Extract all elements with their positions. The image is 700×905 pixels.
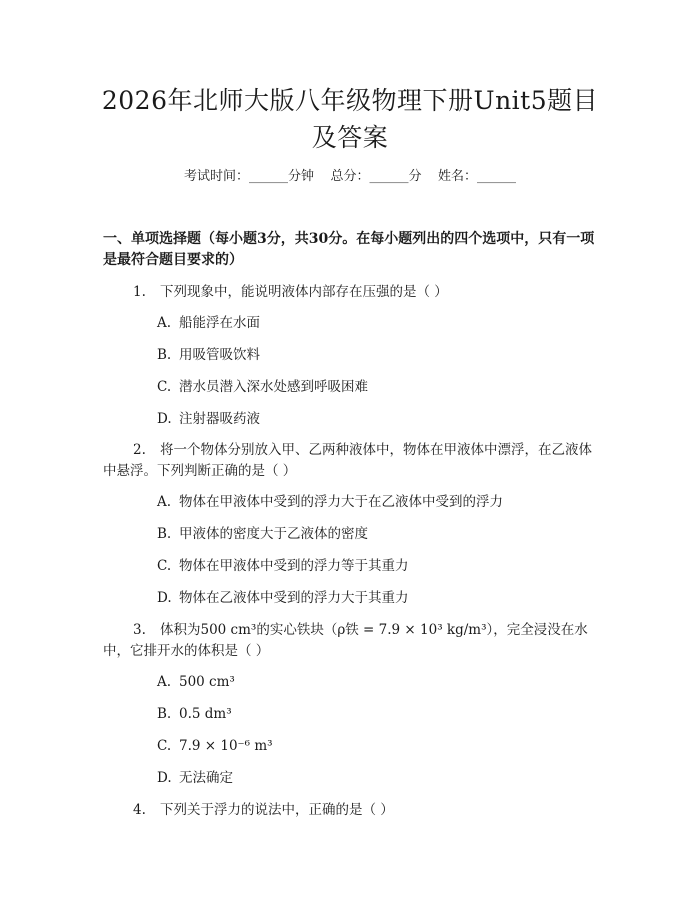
option-text: 物体在乙液体中受到的浮力大于其重力 [179,590,409,606]
option-3d [157,769,597,787]
section-heading: 一、单项选择题（每小题3分，共30分。在每小题列出的四个选项中，只有一项是最符合题目要求的） [103,231,595,268]
option-letter: D. [157,590,172,606]
option-text: 500 cm³ [179,674,235,690]
option-1d [157,410,597,428]
option-letter: A. [157,674,172,690]
option-text: 甲液体的密度大于乙液体的密度 [179,526,368,542]
option-text: 注射器吸药液 [179,411,260,427]
option-letter: A. [157,315,172,331]
option-text: 物体在甲液体中受到的浮力大于在乙液体中受到的浮力 [179,494,503,510]
question-text: 下列现象中，能说明液体内部存在压强的是（ ） [160,284,448,300]
option-letter: B. [157,706,172,722]
option-2a [157,493,597,511]
option-text: 用吸管吸饮料 [179,347,260,363]
question-3 [103,620,603,662]
option-letter: B. [157,526,172,542]
option-1a [157,314,597,332]
option-text: 7.9 × 10⁻⁶ m³ [179,738,273,754]
option-letter: A. [157,494,172,510]
question-1 [103,282,603,303]
option-text: 船能浮在水面 [179,315,260,331]
option-letter: C. [157,738,172,754]
exam-title: 2026年北师大版八年级物理下册Unit5题目及答案 [101,86,599,152]
option-letter: D. [157,770,172,786]
option-1b [157,346,597,364]
question-2 [103,440,603,482]
question-text: 体积为500 cm³的实心铁块（ρ铁 = 7.9 × 10³ kg/m³），完全浸没在水中，它排开水的体积是（ ） [103,622,588,659]
option-letter: C. [157,379,172,395]
option-1c [157,378,597,396]
option-2b [157,525,597,543]
question-number: 1. [133,284,146,300]
option-3a [157,673,597,691]
exam-info-line: 考试时间：______分钟 总分：______分 姓名：______ [183,169,517,184]
option-text: 潜水员潜入深水处感到呼吸困难 [179,379,368,395]
option-letter: D. [157,411,172,427]
question-text: 将一个物体分别放入甲、乙两种液体中，物体在甲液体中漂浮，在乙液体中悬浮。下列判断正确的是（ ） [103,442,592,479]
option-3c [157,737,597,755]
question-number: 3. [133,622,146,638]
option-3b [157,705,597,723]
option-letter: B. [157,347,172,363]
option-2c [157,557,597,575]
option-text: 无法确定 [179,770,233,786]
question-4 [103,800,603,821]
option-2d [157,589,597,607]
option-text: 物体在甲液体中受到的浮力等于其重力 [179,558,409,574]
question-text: 下列关于浮力的说法中，正确的是（ ） [160,802,394,818]
option-letter: C. [157,558,172,574]
option-text: 0.5 dm³ [179,706,232,722]
question-number: 2. [133,442,146,458]
question-number: 4. [133,802,146,818]
